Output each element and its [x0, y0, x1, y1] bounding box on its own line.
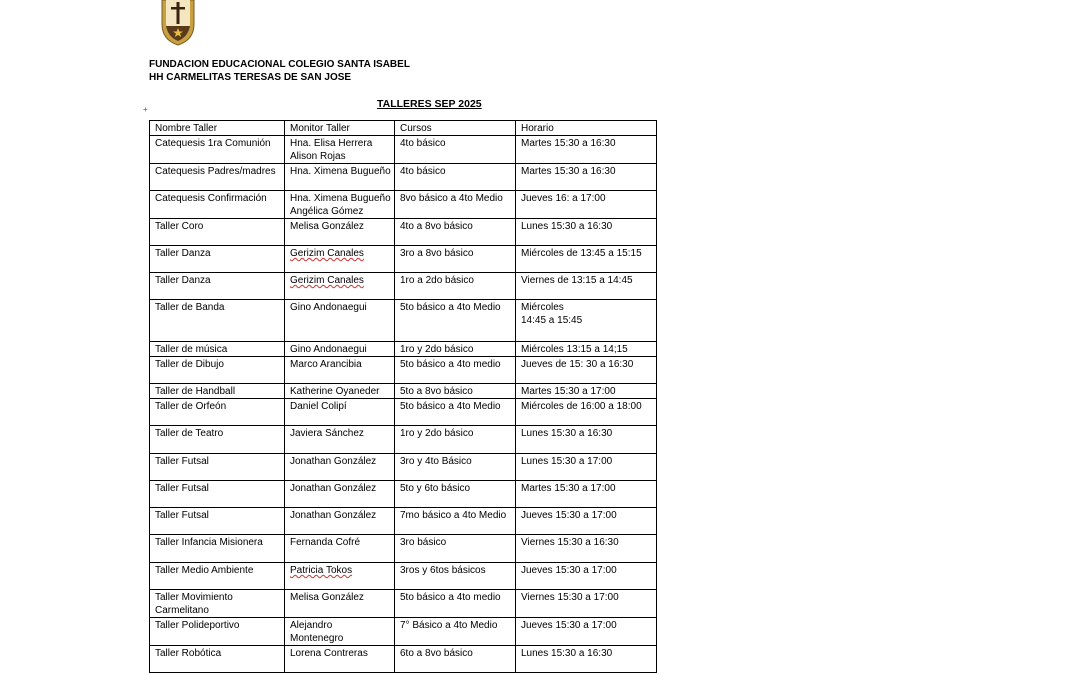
- cell-cursos: [395, 454, 516, 481]
- cell-nombre-taller: [150, 535, 285, 563]
- cell-cursos-text: 5to básico a 4to Medio: [400, 401, 501, 412]
- document-title: TALLERES SEP 2025: [377, 98, 482, 110]
- table-row: [150, 399, 657, 426]
- cell-cursos: [395, 646, 516, 673]
- table-row: [150, 164, 657, 191]
- cell-monitor-text: Montenegro: [290, 633, 344, 644]
- cell-cursos-text: 1ro a 2do básico: [400, 275, 474, 286]
- cell-monitor: [285, 136, 395, 164]
- cell-horario-text: Jueves 15:30 a 17:00: [521, 510, 617, 521]
- cell-monitor-text: Alison Rojas: [290, 151, 346, 162]
- cell-horario: [516, 454, 657, 481]
- cell-nombre-taller-text: Carmelitano: [155, 605, 209, 616]
- cell-cursos: [395, 508, 516, 535]
- cell-horario: [516, 164, 657, 191]
- cell-horario-text: Lunes 15:30 a 16:30: [521, 221, 613, 232]
- cell-cursos-text: 8vo básico a 4to Medio: [400, 193, 503, 204]
- congregation-name: HH CARMELITAS TERESAS DE SAN JOSE: [149, 72, 352, 83]
- cell-nombre-taller: [150, 246, 285, 273]
- table-row: [150, 273, 657, 300]
- cell-monitor-text: Lorena Contreras: [290, 648, 368, 659]
- cell-horario: [516, 342, 657, 357]
- cell-monitor-text: Angélica Gómez: [290, 206, 364, 217]
- cell-horario-text: Jueves de 15: 30 a 16:30: [521, 359, 634, 370]
- cell-horario: [516, 646, 657, 673]
- cell-nombre-taller-text: Taller de Banda: [155, 302, 225, 313]
- cell-nombre-taller: [150, 164, 285, 191]
- cell-cursos: [395, 219, 516, 246]
- cell-cursos-text: 7mo básico a 4to Medio: [400, 510, 507, 521]
- cell-horario-text: Miércoles 13:15 a 14;15: [521, 344, 628, 355]
- table-move-handle[interactable]: +: [143, 105, 148, 114]
- cell-cursos: [395, 535, 516, 563]
- cell-monitor: [285, 646, 395, 673]
- cell-monitor: [285, 384, 395, 399]
- cell-monitor-text: Jonathan González: [290, 510, 377, 521]
- cell-nombre-taller-text: Taller de Orfeón: [155, 401, 227, 412]
- cell-cursos: [395, 399, 516, 426]
- cell-nombre-taller-text: Taller Medio Ambiente: [155, 565, 254, 576]
- cell-horario-text: Lunes 15:30 a 16:30: [521, 648, 613, 659]
- cell-horario-text: 14:45 a 15:45: [521, 315, 583, 326]
- table-row: [150, 590, 657, 618]
- cell-monitor-text: Melisa González: [290, 592, 364, 603]
- cell-horario: [516, 191, 657, 219]
- cell-nombre-taller: [150, 273, 285, 300]
- cell-nombre-taller-text: Taller Futsal: [155, 483, 209, 494]
- cell-monitor: [285, 508, 395, 535]
- cell-cursos-text: 5to a 8vo básico: [400, 386, 473, 397]
- cell-horario: [516, 590, 657, 618]
- cell-cursos: [395, 191, 516, 219]
- cell-nombre-taller: [150, 342, 285, 357]
- cell-monitor: [285, 246, 395, 273]
- cell-monitor-text: Jonathan González: [290, 483, 377, 494]
- cell-horario: [516, 136, 657, 164]
- cell-monitor: [285, 481, 395, 508]
- cell-cursos: [395, 342, 516, 357]
- cell-horario-text: Lunes 15:30 a 16:30: [521, 428, 613, 439]
- cell-cursos-text: 5to y 6to básico: [400, 483, 471, 494]
- cell-monitor-text: Patricia Tokos: [290, 565, 353, 576]
- cell-nombre-taller: [150, 646, 285, 673]
- cell-horario: [516, 563, 657, 590]
- table-row: [150, 342, 657, 357]
- table-row: [150, 136, 657, 164]
- cell-cursos: [395, 618, 516, 646]
- cell-horario: [516, 535, 657, 563]
- table-header-row: [150, 121, 657, 136]
- cell-monitor-text: Gino Andonaegui: [290, 302, 367, 313]
- cell-horario: [516, 618, 657, 646]
- cell-nombre-taller: [150, 481, 285, 508]
- cell-nombre-taller-text: Taller Infancia Misionera: [155, 537, 263, 548]
- cell-horario: [516, 300, 657, 342]
- cell-monitor-text: Katherine Oyaneder: [290, 386, 380, 397]
- cell-cursos-text: 6to a 8vo básico: [400, 648, 473, 659]
- cell-monitor: [285, 273, 395, 300]
- cell-horario-text: Lunes 15:30 a 17:00: [521, 456, 613, 467]
- cell-monitor-text: Alejandro: [290, 620, 333, 631]
- cell-nombre-taller-text: Taller Robótica: [155, 648, 222, 659]
- cell-nombre-taller-text: Taller Futsal: [155, 456, 209, 467]
- cell-monitor: [285, 342, 395, 357]
- cell-nombre-taller-text: Taller de Handball: [155, 386, 236, 397]
- cell-monitor: [285, 164, 395, 191]
- cell-nombre-taller-text: Taller de música: [155, 344, 228, 355]
- cell-nombre-taller: [150, 300, 285, 342]
- cell-nombre-taller: [150, 357, 285, 384]
- cell-cursos-text: 1ro y 2do básico: [400, 344, 474, 355]
- cell-cursos-text: 4to básico: [400, 166, 446, 177]
- cell-monitor: [285, 618, 395, 646]
- cell-cursos: [395, 357, 516, 384]
- cell-monitor: [285, 454, 395, 481]
- table-row: [150, 535, 657, 563]
- cell-monitor-text: Javiera Sánchez: [290, 428, 364, 439]
- cell-horario: [516, 273, 657, 300]
- cell-cursos: [395, 563, 516, 590]
- cell-horario-text: Martes 15:30 a 16:30: [521, 138, 616, 149]
- cell-nombre-taller: [150, 136, 285, 164]
- cell-monitor-text: Marco Arancibia: [290, 359, 362, 370]
- cell-nombre-taller-text: Taller Danza: [155, 248, 211, 259]
- cell-nombre-taller-text: Taller de Dibujo: [155, 359, 224, 370]
- cell-monitor-text: Gerizim Canales: [290, 275, 364, 286]
- table-row: [150, 357, 657, 384]
- cell-monitor-text: Hna. Elisa Herrera: [290, 138, 373, 149]
- table-row: [150, 219, 657, 246]
- cell-cursos-text: 5to básico a 4to medio: [400, 592, 501, 603]
- cell-horario-text: Martes 15:30 a 17:00: [521, 386, 616, 397]
- cell-monitor-text: Melisa González: [290, 221, 364, 232]
- cell-cursos-text: 5to básico a 4to Medio: [400, 302, 501, 313]
- cell-nombre-taller-text: Catequesis 1ra Comunión: [155, 138, 271, 149]
- cell-cursos-text: 3ro y 4to Básico: [400, 456, 472, 467]
- cell-monitor: [285, 399, 395, 426]
- cell-monitor: [285, 357, 395, 384]
- cell-monitor: [285, 219, 395, 246]
- cell-horario: [516, 246, 657, 273]
- cell-horario-text: Martes 15:30 a 17:00: [521, 483, 616, 494]
- cell-nombre-taller-text: Taller Danza: [155, 275, 211, 286]
- cell-horario: [516, 219, 657, 246]
- table-row: [150, 384, 657, 399]
- cell-cursos: [395, 273, 516, 300]
- cell-nombre-taller: [150, 384, 285, 399]
- cell-nombre-taller-text: Catequesis Padres/madres: [155, 166, 276, 177]
- cell-cursos: [395, 590, 516, 618]
- school-crest-logo: [157, 0, 199, 46]
- cell-cursos: [395, 136, 516, 164]
- cell-monitor: [285, 590, 395, 618]
- cell-cursos-text: 3ro básico: [400, 537, 447, 548]
- cell-monitor-text: Daniel Colipí: [290, 401, 347, 412]
- table-row: [150, 563, 657, 590]
- cell-nombre-taller: [150, 399, 285, 426]
- cell-horario-text: Miércoles: [521, 302, 564, 313]
- table-row: [150, 426, 657, 454]
- cell-nombre-taller: [150, 454, 285, 481]
- table-row: [150, 508, 657, 535]
- cell-nombre-taller-text: Catequesis Confirmación: [155, 193, 267, 204]
- cell-cursos: [395, 300, 516, 342]
- cell-monitor: [285, 191, 395, 219]
- cell-monitor-text: Hna. Ximena Bugueño: [290, 193, 391, 204]
- cell-monitor: [285, 535, 395, 563]
- cell-monitor-text: Fernanda Cofré: [290, 537, 361, 548]
- cell-horario-text: Viernes 15:30 a 16:30: [521, 537, 619, 548]
- organization-header: [149, 58, 410, 84]
- cell-cursos-text: 4to a 8vo básico: [400, 221, 473, 232]
- cell-horario: [516, 508, 657, 535]
- organization-name: FUNDACION EDUCACIONAL COLEGIO SANTA ISABEL: [149, 59, 410, 70]
- table-row: [150, 191, 657, 219]
- cell-cursos: [395, 246, 516, 273]
- cell-cursos-text: 7° Básico a 4to Medio: [400, 620, 498, 631]
- table-row: [150, 481, 657, 508]
- table-row: [150, 246, 657, 273]
- header-monitor-taller: Monitor Taller: [285, 121, 395, 136]
- cell-nombre-taller-text: Taller Movimiento: [155, 592, 233, 603]
- cell-horario-text: Jueves 15:30 a 17:00: [521, 620, 617, 631]
- cell-horario: [516, 357, 657, 384]
- cell-nombre-taller: [150, 219, 285, 246]
- cell-nombre-taller-text: Taller de Teatro: [155, 428, 224, 439]
- cell-cursos-text: 3ros y 6tos básicos: [400, 565, 486, 576]
- cell-monitor-text: Hna. Ximena Bugueño: [290, 166, 391, 177]
- cell-nombre-taller-text: Taller Futsal: [155, 510, 209, 521]
- cell-horario-text: Viernes 15:30 a 17:00: [521, 592, 619, 603]
- cell-nombre-taller-text: Taller Coro: [155, 221, 204, 232]
- cell-nombre-taller: [150, 590, 285, 618]
- cell-horario: [516, 426, 657, 454]
- cell-monitor-text: Gino Andonaegui: [290, 344, 367, 355]
- cell-nombre-taller: [150, 191, 285, 219]
- cell-horario-text: Jueves 16: a 17:00: [521, 193, 606, 204]
- cell-horario-text: Viernes de 13:15 a 14:45: [521, 275, 633, 286]
- table-row: [150, 618, 657, 646]
- cell-monitor: [285, 563, 395, 590]
- cell-nombre-taller-text: Taller Polideportivo: [155, 620, 240, 631]
- cell-horario-text: Miércoles de 16:00 a 18:00: [521, 401, 642, 412]
- cell-nombre-taller: [150, 618, 285, 646]
- cell-cursos: [395, 384, 516, 399]
- cell-monitor-text: Gerizim Canales: [290, 248, 364, 259]
- cell-horario-text: Martes 15:30 a 16:30: [521, 166, 616, 177]
- cell-cursos: [395, 481, 516, 508]
- table-row: [150, 454, 657, 481]
- cell-nombre-taller: [150, 426, 285, 454]
- header-cursos: Cursos: [395, 121, 516, 136]
- header-horario: Horario: [516, 121, 657, 136]
- cell-nombre-taller: [150, 508, 285, 535]
- cell-cursos-text: 4to básico: [400, 138, 446, 149]
- cell-horario: [516, 399, 657, 426]
- cell-horario: [516, 481, 657, 508]
- cell-nombre-taller: [150, 563, 285, 590]
- workshops-table: [149, 120, 657, 673]
- cell-cursos: [395, 164, 516, 191]
- cell-cursos: [395, 426, 516, 454]
- table-row: [150, 646, 657, 673]
- cell-horario-text: Jueves 15:30 a 17:00: [521, 565, 617, 576]
- cell-horario-text: Miércoles de 13:45 a 15:15: [521, 248, 642, 259]
- cell-cursos-text: 3ro a 8vo básico: [400, 248, 474, 259]
- cell-horario: [516, 384, 657, 399]
- cell-cursos-text: 5to básico a 4to medio: [400, 359, 501, 370]
- cell-cursos-text: 1ro y 2do básico: [400, 428, 474, 439]
- table-row: [150, 300, 657, 342]
- cell-monitor-text: Jonathan González: [290, 456, 377, 467]
- cell-monitor: [285, 426, 395, 454]
- cell-monitor: [285, 300, 395, 342]
- header-nombre-taller: Nombre Taller: [150, 121, 285, 136]
